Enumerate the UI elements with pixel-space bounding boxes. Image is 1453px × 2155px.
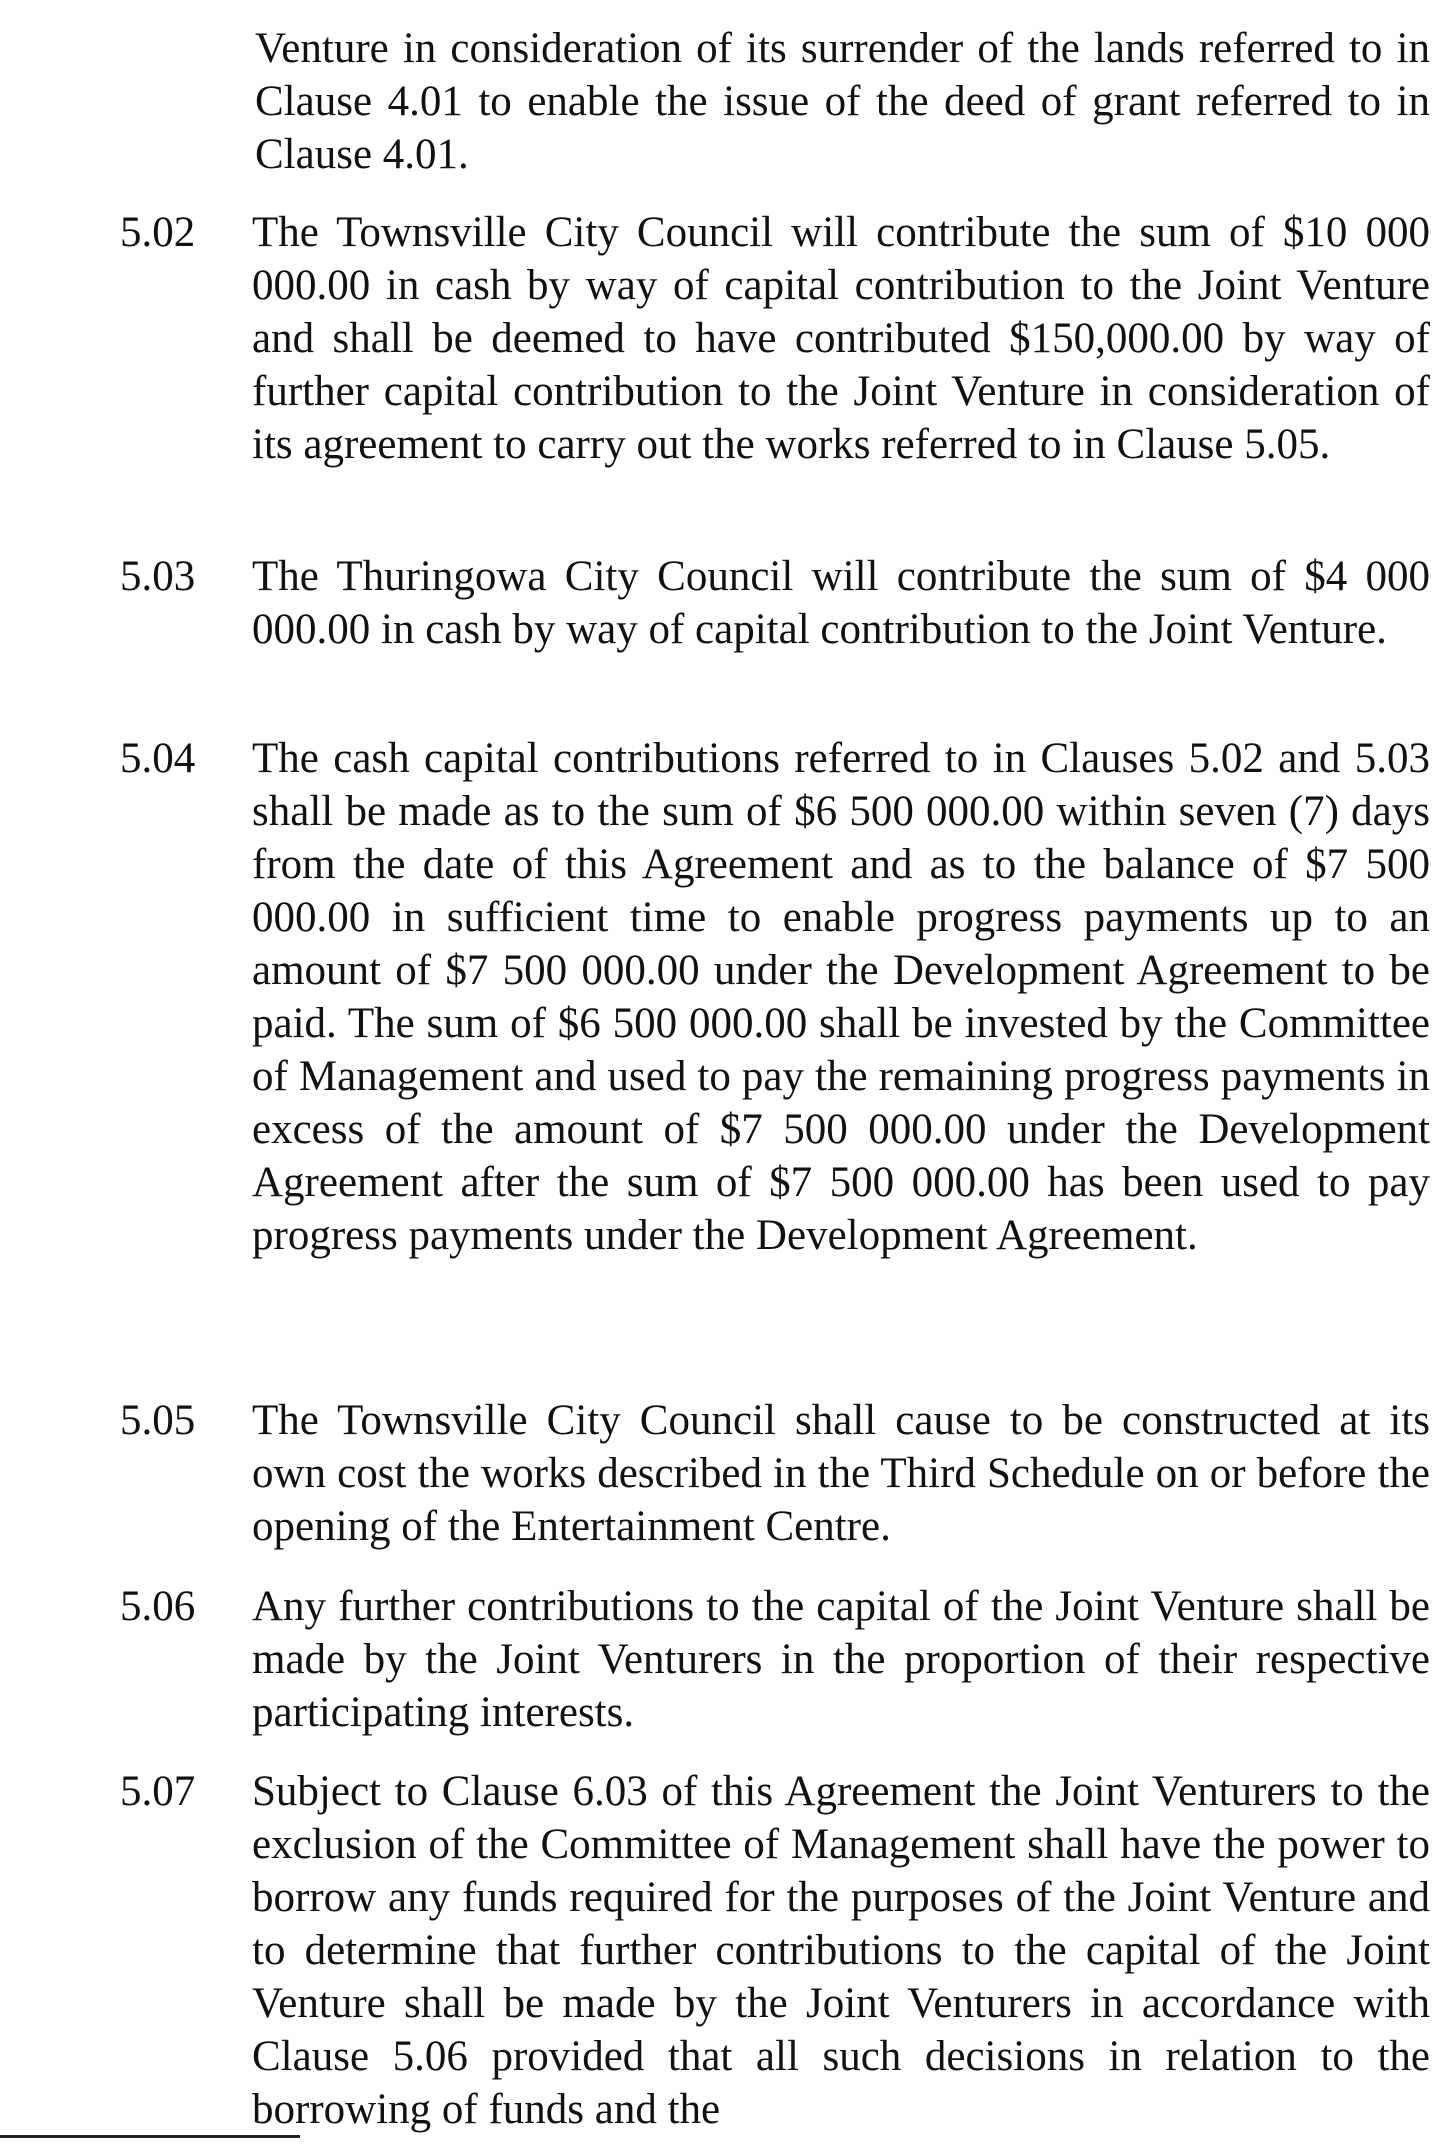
clause-number: 5.04 — [120, 735, 196, 782]
clause-number: 5.02 — [120, 209, 196, 256]
clause-text: Any further contributions to the capital of the Joint Venture shall be made by the Joint Venturers in the proportion of their respective participating interests. — [252, 1583, 1430, 1736]
footnote-separator-rule — [0, 2135, 300, 2138]
clause-number: 5.03 — [120, 553, 196, 600]
clause-number: 5.07 — [120, 1768, 196, 1815]
clause-number: 5.06 — [120, 1583, 196, 1630]
clause-text: The Townsville City Council will contribute the sum of $10 000 000.00 in cash by way of capital contribution to the Joint Venture and shall be deemed to have contributed $150,000.00 by way of further capital contribution to the Joint Venture in consideration of its agreement to carry out the works referred to in Clause 5.05. — [252, 209, 1430, 468]
clause-text: The cash capital contributions referred to in Clauses 5.02 and 5.03 shall be made as to the sum of $6 500 000.00 within seven (7) days from the date of this Agreement and as to the balance of $7 500 000.00 in sufficient time to enable progress payments up to an amount of $7 500 000.00 under the Development Agreement to be paid. The sum of $6 500 000.00 shall be invested by the Committee of Management and used to pay the remaining progress payments in excess of the amount of $7 500 000.00 under the Development Agreement after the sum of $7 500 000.00 has been used to pay progress payments under the Development Agreement. — [252, 735, 1430, 1259]
clause-text: The Townsville City Council shall cause to be constructed at its own cost the works described in the Third Schedule on or before the opening of the Entertainment Centre. — [252, 1397, 1430, 1550]
clause-number: 5.05 — [120, 1397, 196, 1444]
continuation-paragraph: Venture in consideration of its surrender of the lands referred to in Clause 4.01 to enable the issue of the deed of grant referred to in Clause 4.01. — [255, 25, 1430, 178]
clause-text: The Thuringowa City Council will contribute the sum of $4 000 000.00 in cash by way of capital contribution to the Joint Venture. — [252, 553, 1430, 653]
clause-text: Subject to Clause 6.03 of this Agreement the Joint Venturers to the exclusion of the Committee of Management shall have the power to borrow any funds required for the purposes of the Joint Venture and to determine that further contributions to the capital of the Joint Venture shall be made by the Joint Venturers in accordance with Clause 5.06 provided that all such decisions in relation to the borrowing of funds and the — [252, 1768, 1430, 2133]
